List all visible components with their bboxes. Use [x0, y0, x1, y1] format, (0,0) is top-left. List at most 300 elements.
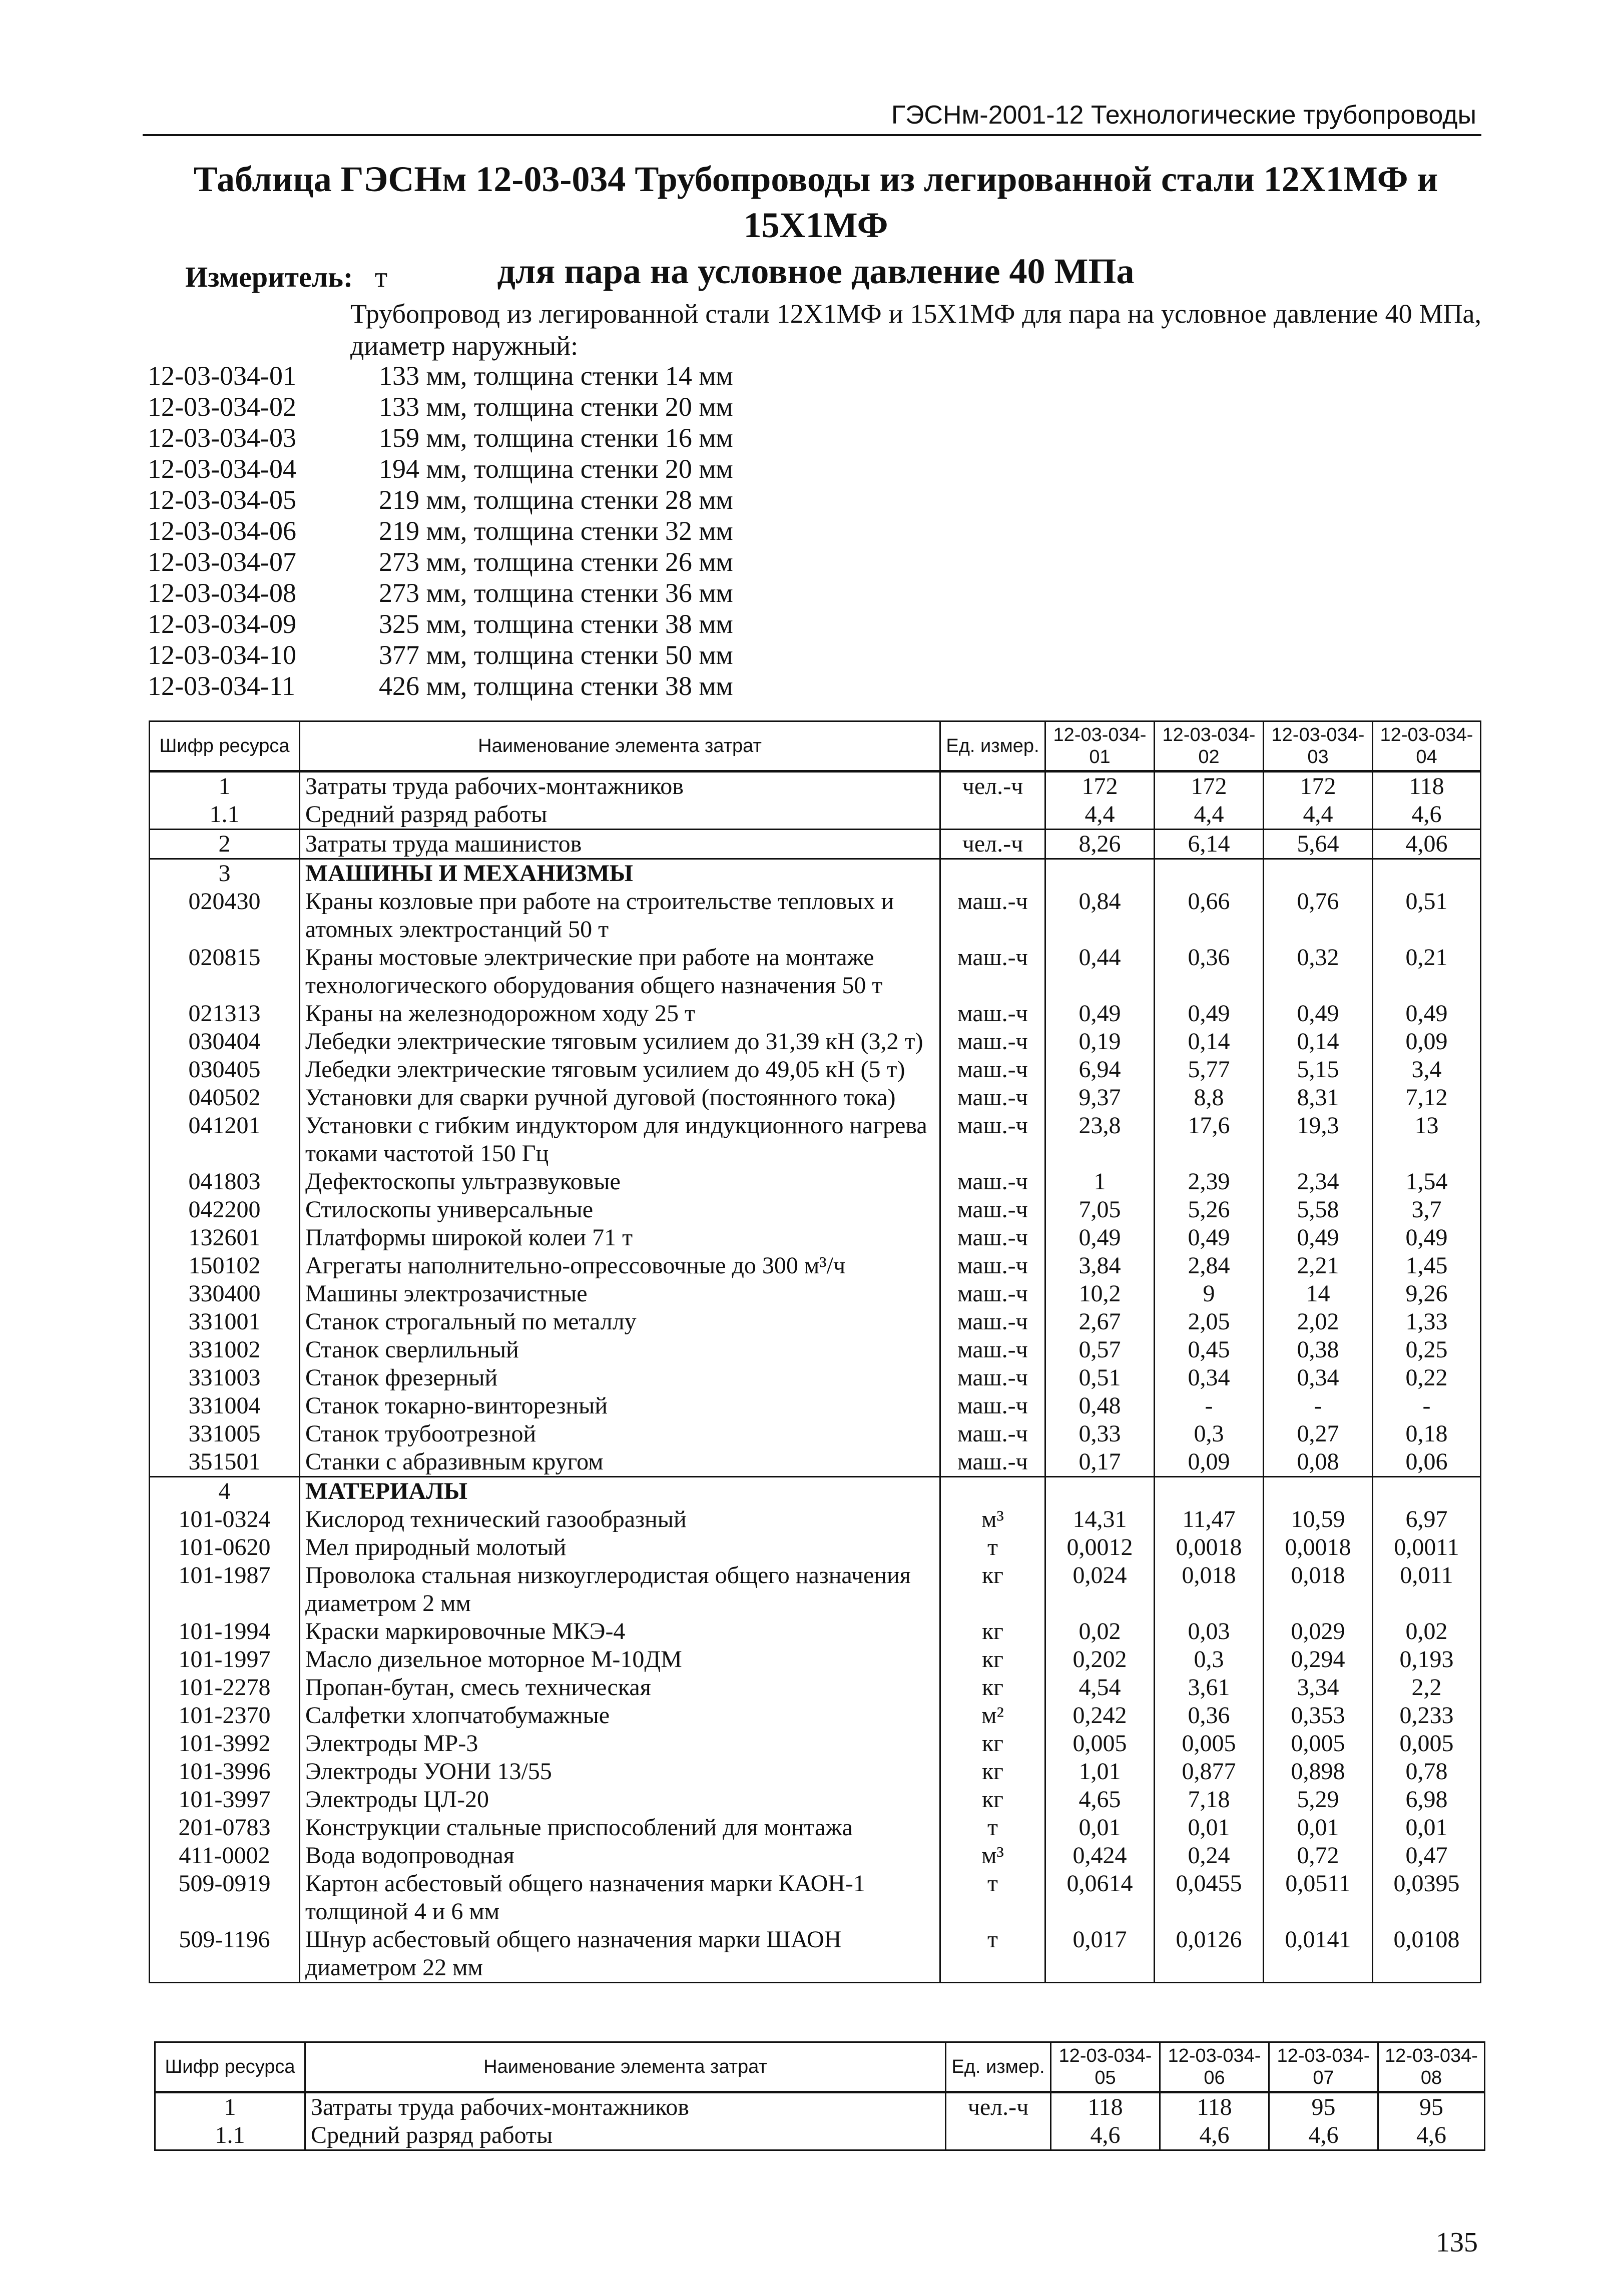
resource-code: 1.1 [155, 2121, 305, 2150]
column-header: 12-03-034-01 [1045, 721, 1155, 772]
resource-value: 0,0126 [1155, 1926, 1264, 1983]
resource-code: 509-1196 [150, 1926, 300, 1983]
resource-value: 95 [1269, 2092, 1378, 2122]
resource-value: 0,02 [1373, 1618, 1481, 1646]
resource-value: 14,31 [1045, 1505, 1155, 1534]
column-header: 12-03-034-08 [1378, 2042, 1485, 2092]
table-row [150, 1702, 1481, 1730]
resource-code: 101-3992 [150, 1730, 300, 1758]
resource-value: 13 [1373, 1112, 1481, 1168]
resource-value: 17,6 [1155, 1112, 1264, 1168]
resource-value: 0,01 [1045, 1814, 1155, 1842]
resource-value [1045, 859, 1155, 888]
resource-unit: маш.-ч [940, 1000, 1045, 1028]
variant-code: 12-03-034-02 [148, 392, 296, 422]
resource-value: 0,27 [1264, 1420, 1373, 1448]
table-row [150, 1168, 1481, 1196]
resource-code: 041803 [150, 1168, 300, 1196]
resource-code: 509-0919 [150, 1870, 300, 1926]
resource-value: 172 [1264, 772, 1373, 801]
meter-value: т [374, 261, 388, 293]
resource-name: Электроды ЦЛ-20 [300, 1786, 940, 1814]
resource-value: 7,18 [1155, 1786, 1264, 1814]
resource-unit: м³ [940, 1505, 1045, 1534]
resource-value: 0,0012 [1045, 1534, 1155, 1562]
resource-value: 0,03 [1155, 1618, 1264, 1646]
table-row [150, 1448, 1481, 1477]
running-header: ГЭСНм-2001-12 Технологические трубопроводы [891, 101, 1476, 130]
resource-name: Шнур асбестовый общего назначения марки ШАОН диаметром 22 мм [300, 1926, 940, 1983]
resource-value: 10,59 [1264, 1505, 1373, 1534]
resource-code: 331005 [150, 1420, 300, 1448]
column-header: 12-03-034-07 [1269, 2042, 1378, 2092]
resource-value: 14 [1264, 1280, 1373, 1308]
resource-value: 0,78 [1373, 1758, 1481, 1786]
resource-value: 1,54 [1373, 1168, 1481, 1196]
resource-value: 0,08 [1264, 1448, 1373, 1477]
resource-value: 23,8 [1045, 1112, 1155, 1168]
resource-name: Станок сверлильный [300, 1336, 940, 1364]
resource-value: 1 [1045, 1168, 1155, 1196]
resource-value [1264, 1477, 1373, 1506]
resource-unit: маш.-ч [940, 1280, 1045, 1308]
column-header: Шифр ресурса [155, 2042, 305, 2092]
resource-value: 0,018 [1264, 1562, 1373, 1618]
resource-unit: маш.-ч [940, 1308, 1045, 1336]
resource-value: 2,39 [1155, 1168, 1264, 1196]
table-row [150, 1224, 1481, 1252]
resource-value: 0,06 [1373, 1448, 1481, 1477]
resource-value: 118 [1051, 2092, 1160, 2122]
table-row [150, 1308, 1481, 1336]
resource-value [1045, 1477, 1155, 1506]
resource-value: 0,005 [1264, 1730, 1373, 1758]
resource-value: 2,34 [1264, 1168, 1373, 1196]
resource-unit: маш.-ч [940, 1084, 1045, 1112]
resource-code: 1.1 [150, 801, 300, 830]
resource-name: МАШИНЫ И МЕХАНИЗМЫ [300, 859, 940, 888]
resource-value: 10,2 [1045, 1280, 1155, 1308]
table-row [150, 830, 1481, 859]
table-row [150, 944, 1481, 1000]
table-row [150, 801, 1481, 830]
resource-name: Средний разряд работы [305, 2121, 946, 2150]
resource-code: 201-0783 [150, 1814, 300, 1842]
resource-name: Электроды УОНИ 13/55 [300, 1758, 940, 1786]
resource-value: 0,0614 [1045, 1870, 1155, 1926]
meter [185, 260, 387, 294]
variant-code: 12-03-034-08 [148, 578, 296, 608]
resource-name: Мел природный молотый [300, 1534, 940, 1562]
resource-value [1264, 859, 1373, 888]
resource-unit: т [940, 1534, 1045, 1562]
resource-value: 0,49 [1045, 1000, 1155, 1028]
table-1-body [150, 772, 1481, 1983]
resource-code: 411-0002 [150, 1842, 300, 1870]
resource-value [1155, 859, 1264, 888]
intro-text: Трубопровод из легированной стали 12Х1МФ и 15Х1МФ для пара на условное давление 40 МПа, диаметр наружный: [350, 299, 1481, 361]
resource-unit: маш.-ч [940, 1336, 1045, 1364]
resource-name: Салфетки хлопчатобумажные [300, 1702, 940, 1730]
resource-name: Затраты труда рабочих-монтажников [305, 2092, 946, 2122]
variant-item [148, 639, 733, 670]
variant-item [148, 515, 733, 546]
resource-value: 0,017 [1045, 1926, 1155, 1983]
resource-unit: маш.-ч [940, 1056, 1045, 1084]
variant-description: 219 мм, толщина стенки 28 мм [379, 485, 733, 515]
table-row [150, 1534, 1481, 1562]
resource-code: 101-0620 [150, 1534, 300, 1562]
resource-code: 021313 [150, 1000, 300, 1028]
variant-description: 194 мм, толщина стенки 20 мм [379, 454, 733, 484]
resource-name: Средний разряд работы [300, 801, 940, 830]
variant-code: 12-03-034-10 [148, 640, 296, 670]
resource-value: 2,21 [1264, 1252, 1373, 1280]
resource-value: 0,34 [1155, 1364, 1264, 1392]
variant-code: 12-03-034-09 [148, 609, 296, 639]
table-row [150, 1618, 1481, 1646]
resource-value: 8,31 [1264, 1084, 1373, 1112]
resource-code: 101-1987 [150, 1562, 300, 1618]
resource-name: Вода водопроводная [300, 1842, 940, 1870]
resource-code: 030405 [150, 1056, 300, 1084]
resource-value: 95 [1378, 2092, 1485, 2122]
variant-description: 273 мм, толщина стенки 26 мм [379, 547, 733, 577]
resource-unit: т [940, 1926, 1045, 1983]
resource-value: 0,3 [1155, 1646, 1264, 1674]
resource-unit: маш.-ч [940, 1252, 1045, 1280]
resource-name: Станок трубоотрезной [300, 1420, 940, 1448]
resource-name: МАТЕРИАЛЫ [300, 1477, 940, 1506]
resource-value: 0,49 [1264, 1224, 1373, 1252]
resource-value: 0,005 [1155, 1730, 1264, 1758]
resource-name: Станок токарно-винторезный [300, 1392, 940, 1420]
header-rule [143, 134, 1481, 136]
resource-value: 1,33 [1373, 1308, 1481, 1336]
resource-value: 0,898 [1264, 1758, 1373, 1786]
title-line-2: для пара на условное давление 40 МПа [497, 251, 1135, 291]
resource-name: Затраты труда рабочих-монтажников [300, 772, 940, 801]
variant-description: 273 мм, толщина стенки 36 мм [379, 578, 733, 608]
resource-code: 101-3996 [150, 1758, 300, 1786]
resource-value: 2,2 [1373, 1674, 1481, 1702]
resource-value: 118 [1160, 2092, 1269, 2122]
variant-code: 12-03-034-05 [148, 485, 296, 515]
resource-value: 2,05 [1155, 1308, 1264, 1336]
section-row [150, 1477, 1481, 1506]
variant-item [148, 360, 733, 391]
resource-unit: маш.-ч [940, 1196, 1045, 1224]
resource-value: 0,49 [1155, 1224, 1264, 1252]
resource-name: Станки с абразивным кругом [300, 1448, 940, 1477]
table-row [150, 1196, 1481, 1224]
resource-value: 4,54 [1045, 1674, 1155, 1702]
resource-value: 0,005 [1373, 1730, 1481, 1758]
resource-name: Платформы широкой колеи 71 т [300, 1224, 940, 1252]
table-row [150, 772, 1481, 801]
table-row [150, 1028, 1481, 1056]
resource-name: Кислород технический газообразный [300, 1505, 940, 1534]
resource-unit: маш.-ч [940, 888, 1045, 944]
variant-description: 219 мм, толщина стенки 32 мм [379, 516, 733, 546]
table-row [150, 1336, 1481, 1364]
resource-name: Лебедки электрические тяговым усилием до 49,05 кН (5 т) [300, 1056, 940, 1084]
variant-code: 12-03-034-04 [148, 454, 296, 484]
resource-value: 0,24 [1155, 1842, 1264, 1870]
column-header: Ед. измер. [946, 2042, 1051, 2092]
resource-value: 2,67 [1045, 1308, 1155, 1336]
resource-value: 0,01 [1373, 1814, 1481, 1842]
resource-value: 0,01 [1264, 1814, 1373, 1842]
meter-label: Измеритель: [185, 261, 353, 293]
resource-code: 101-1994 [150, 1618, 300, 1646]
resource-name: Агрегаты наполнительно-опрессовочные до 300 м³/ч [300, 1252, 940, 1280]
resource-value: 0,49 [1045, 1224, 1155, 1252]
resource-value: 5,26 [1155, 1196, 1264, 1224]
resource-value: 3,84 [1045, 1252, 1155, 1280]
resource-unit: кг [940, 1786, 1045, 1814]
resource-value: 0,242 [1045, 1702, 1155, 1730]
resource-code: 020815 [150, 944, 300, 1000]
resource-value: 8,26 [1045, 830, 1155, 859]
column-header: Шифр ресурса [150, 721, 300, 772]
resource-value: 0,66 [1155, 888, 1264, 944]
table-row [150, 1926, 1481, 1983]
resource-value: 0,202 [1045, 1646, 1155, 1674]
resource-value: 6,97 [1373, 1505, 1481, 1534]
resource-unit [940, 801, 1045, 830]
resource-value: 0,353 [1264, 1702, 1373, 1730]
resource-value: 172 [1045, 772, 1155, 801]
resource-value: 3,4 [1373, 1056, 1481, 1084]
resource-value: - [1155, 1392, 1264, 1420]
resource-value: 0,48 [1045, 1392, 1155, 1420]
resource-value: 5,64 [1264, 830, 1373, 859]
resource-code: 020430 [150, 888, 300, 944]
resource-value: 5,77 [1155, 1056, 1264, 1084]
resource-code: 3 [150, 859, 300, 888]
resource-value: 0,34 [1264, 1364, 1373, 1392]
resource-unit: маш.-ч [940, 1168, 1045, 1196]
resource-value: 4,65 [1045, 1786, 1155, 1814]
resource-value: 0,51 [1373, 888, 1481, 944]
resource-value: 2,84 [1155, 1252, 1264, 1280]
resource-value: 8,8 [1155, 1084, 1264, 1112]
resource-value: 7,12 [1373, 1084, 1481, 1112]
resource-unit: м³ [940, 1842, 1045, 1870]
table-2-body [155, 2092, 1485, 2150]
resource-table-2 [154, 2041, 1485, 2151]
resource-value: 4,4 [1045, 801, 1155, 830]
resource-code: 331002 [150, 1336, 300, 1364]
resource-value: 0,47 [1373, 1842, 1481, 1870]
resource-unit: т [940, 1870, 1045, 1926]
resource-value: 1,45 [1373, 1252, 1481, 1280]
table-row [150, 1056, 1481, 1084]
resource-unit: чел.-ч [940, 830, 1045, 859]
resource-value: 0,018 [1155, 1562, 1264, 1618]
resource-code: 101-2370 [150, 1702, 300, 1730]
resource-value: 0,0011 [1373, 1534, 1481, 1562]
table-row [150, 1646, 1481, 1674]
resource-value: 0,36 [1155, 944, 1264, 1000]
column-header: 12-03-034-03 [1264, 721, 1373, 772]
resource-value: 0,76 [1264, 888, 1373, 944]
table-row [150, 1562, 1481, 1618]
resource-unit: кг [940, 1758, 1045, 1786]
resource-code: 331003 [150, 1364, 300, 1392]
resource-value: 0,49 [1373, 1000, 1481, 1028]
resource-value: 0,233 [1373, 1702, 1481, 1730]
column-header: Ед. измер. [940, 721, 1045, 772]
variant-code: 12-03-034-11 [148, 671, 295, 701]
resource-value: 0,18 [1373, 1420, 1481, 1448]
resource-value: 0,0455 [1155, 1870, 1264, 1926]
table-row [150, 1505, 1481, 1534]
resource-value: 0,57 [1045, 1336, 1155, 1364]
resource-value: 6,14 [1155, 830, 1264, 859]
resource-value: - [1264, 1392, 1373, 1420]
resource-unit: чел.-ч [946, 2092, 1051, 2122]
variant-item [148, 670, 733, 701]
resource-value: 0,49 [1373, 1224, 1481, 1252]
resource-value: 9,37 [1045, 1084, 1155, 1112]
resource-value: 4,6 [1051, 2121, 1160, 2150]
table-row [150, 1252, 1481, 1280]
resource-unit: маш.-ч [940, 1112, 1045, 1168]
table-row [150, 1870, 1481, 1926]
variant-item [148, 453, 733, 484]
resource-value: 4,6 [1269, 2121, 1378, 2150]
resource-value: 0,02 [1045, 1618, 1155, 1646]
column-header: 12-03-034-02 [1155, 721, 1264, 772]
resource-code: 040502 [150, 1084, 300, 1112]
resource-name: Стилоскопы универсальные [300, 1196, 940, 1224]
resource-code: 2 [150, 830, 300, 859]
resource-value [1373, 1477, 1481, 1506]
resource-value: 6,98 [1373, 1786, 1481, 1814]
page-number: 135 [1436, 2227, 1478, 2258]
variant-item [148, 608, 733, 639]
resource-unit [940, 1477, 1045, 1506]
resource-name: Лебедки электрические тяговым усилием до 31,39 кН (3,2 т) [300, 1028, 940, 1056]
resource-value: 5,15 [1264, 1056, 1373, 1084]
resource-value: 3,61 [1155, 1674, 1264, 1702]
resource-value: 4,6 [1160, 2121, 1269, 2150]
resource-value: 11,47 [1155, 1505, 1264, 1534]
resource-value: 0,0018 [1264, 1534, 1373, 1562]
resource-name: Масло дизельное моторное М-10ДМ [300, 1646, 940, 1674]
table-row [150, 1084, 1481, 1112]
resource-name: Краны козловые при работе на строительстве тепловых и атомных электростанций 50 т [300, 888, 940, 944]
variant-description: 133 мм, толщина стенки 20 мм [379, 392, 733, 422]
resource-value [1155, 1477, 1264, 1506]
variant-code: 12-03-034-07 [148, 547, 296, 577]
resource-name: Картон асбестовый общего назначения марки КАОН-1 толщиной 4 и 6 мм [300, 1870, 940, 1926]
resource-unit [940, 859, 1045, 888]
resource-value: 0,3 [1155, 1420, 1264, 1448]
resource-code: 351501 [150, 1448, 300, 1477]
resource-code: 042200 [150, 1196, 300, 1224]
table-row [150, 888, 1481, 944]
resource-value: 0,49 [1264, 1000, 1373, 1028]
resource-code: 101-3997 [150, 1786, 300, 1814]
resource-table-1 [149, 720, 1481, 1983]
resource-value: 0,33 [1045, 1420, 1155, 1448]
resource-code: 1 [150, 772, 300, 801]
resource-value: 0,19 [1045, 1028, 1155, 1056]
resource-value: 0,21 [1373, 944, 1481, 1000]
variant-code: 12-03-034-03 [148, 423, 296, 453]
table-row [150, 1674, 1481, 1702]
resource-name: Дефектоскопы ультразвуковые [300, 1168, 940, 1196]
resource-code: 030404 [150, 1028, 300, 1056]
section-row [150, 859, 1481, 888]
resource-unit: кг [940, 1562, 1045, 1618]
variant-description: 325 мм, толщина стенки 38 мм [379, 609, 733, 639]
resource-name: Станок фрезерный [300, 1364, 940, 1392]
variant-item [148, 546, 733, 577]
variant-description: 159 мм, толщина стенки 16 мм [379, 423, 733, 453]
title-line-1: Таблица ГЭСНм 12-03-034 Трубопроводы из легированной стали 12Х1МФ и 15Х1МФ [193, 159, 1438, 245]
resource-value: 0,294 [1264, 1646, 1373, 1674]
resource-unit: маш.-ч [940, 1028, 1045, 1056]
resource-unit: маш.-ч [940, 1392, 1045, 1420]
variant-item [148, 422, 733, 453]
resource-value: 5,58 [1264, 1196, 1373, 1224]
resource-value: 0,25 [1373, 1336, 1481, 1364]
resource-value: 4,4 [1264, 801, 1373, 830]
resource-unit: т [940, 1814, 1045, 1842]
variant-code: 12-03-034-06 [148, 516, 296, 546]
resource-value: 0,45 [1155, 1336, 1264, 1364]
table-row [150, 1730, 1481, 1758]
resource-value: 4,4 [1155, 801, 1264, 830]
table-row [150, 1814, 1481, 1842]
resource-unit: маш.-ч [940, 1364, 1045, 1392]
resource-value: 0,424 [1045, 1842, 1155, 1870]
resource-name: Краски маркировочные МКЭ-4 [300, 1618, 940, 1646]
resource-code: 4 [150, 1477, 300, 1506]
table-row [150, 1392, 1481, 1420]
resource-name: Электроды МР-3 [300, 1730, 940, 1758]
resource-value: 0,029 [1264, 1618, 1373, 1646]
resource-value: 0,09 [1373, 1028, 1481, 1056]
variant-list [148, 360, 733, 701]
table-row [150, 1420, 1481, 1448]
resource-value: 0,0018 [1155, 1534, 1264, 1562]
resource-value: 0,38 [1264, 1336, 1373, 1364]
table-row [150, 1758, 1481, 1786]
resource-unit: кг [940, 1646, 1045, 1674]
resource-code: 132601 [150, 1224, 300, 1252]
resource-value: 4,6 [1373, 801, 1481, 830]
resource-unit: м² [940, 1702, 1045, 1730]
table-2-header [155, 2042, 1485, 2092]
column-header: 12-03-034-05 [1051, 2042, 1160, 2092]
resource-value: 3,34 [1264, 1674, 1373, 1702]
resource-value: 6,94 [1045, 1056, 1155, 1084]
resource-name: Краны на железнодорожном ходу 25 т [300, 1000, 940, 1028]
resource-value: 118 [1373, 772, 1481, 801]
resource-value: 1,01 [1045, 1758, 1155, 1786]
resource-code: 1 [155, 2092, 305, 2122]
variant-item [148, 577, 733, 608]
column-header: Наименование элемента затрат [300, 721, 940, 772]
resource-name: Пропан-бутан, смесь техническая [300, 1674, 940, 1702]
resource-name: Станок строгальный по металлу [300, 1308, 940, 1336]
resource-value: 0,44 [1045, 944, 1155, 1000]
